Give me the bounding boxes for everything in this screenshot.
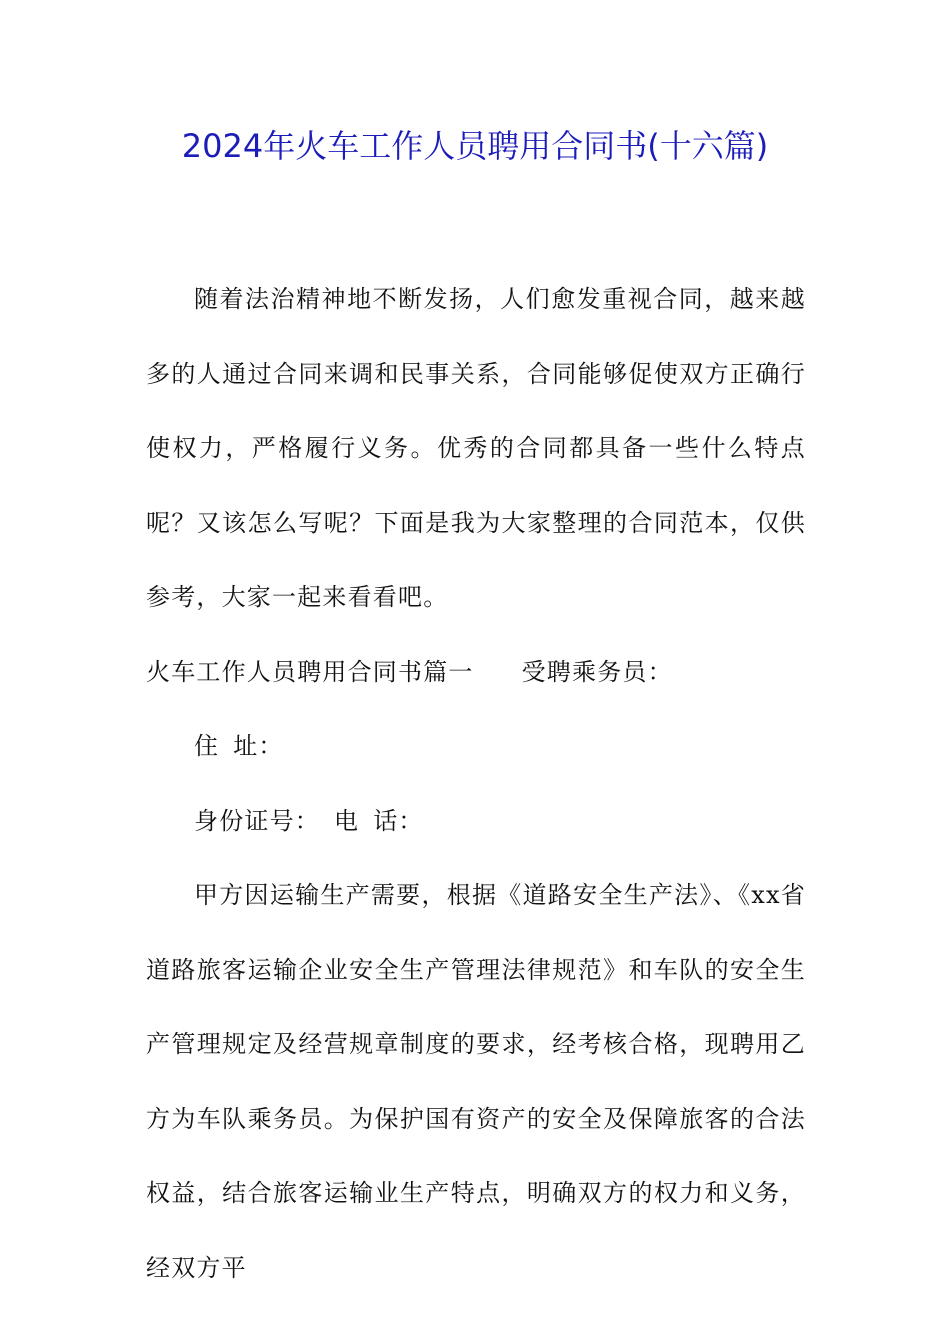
section-heading-line: [146, 635, 806, 710]
document-body: [146, 262, 806, 1305]
address-label-part2: 址：: [233, 732, 284, 760]
employee-label: 受聘乘务员：: [521, 657, 673, 686]
intro-paragraph: 随着法治精神地不断发扬，人们愈发重视合同，越来越多的人通过合同来调和民事关系，合同能够促使双方正确行使权力，严格履行义务。优秀的合同都具备一些什么特点呢？又该怎么写呢？下面是我为大家整理的合同范本，仅供参考，大家一起来看看吧。: [146, 285, 806, 611]
phone-label-part2: 话：: [373, 806, 424, 835]
address-label-part1: 住: [194, 732, 220, 760]
document-title: 2024年火车工作人员聘用合同书(十六篇): [181, 127, 769, 165]
id-number-label: 身份证号：: [194, 806, 320, 835]
section-heading: 火车工作人员聘用合同书篇一: [146, 657, 474, 686]
id-phone-line: [146, 784, 806, 859]
address-line: [146, 709, 806, 784]
contract-body-paragraph: 甲方因运输生产需要，根据《道路安全生产法》、《xx省道路旅客运输企业安全生产管理法律规范》和车队的安全生产管理规定及经营规章制度的要求，经考核合格，现聘用乙方为车队乘务员。为保护国有资产的安全及保障旅客的合法权益，结合旅客运输业生产特点，明确双方的权力和义务，经双方平: [146, 881, 806, 1282]
phone-label-part1: 电: [334, 806, 360, 835]
